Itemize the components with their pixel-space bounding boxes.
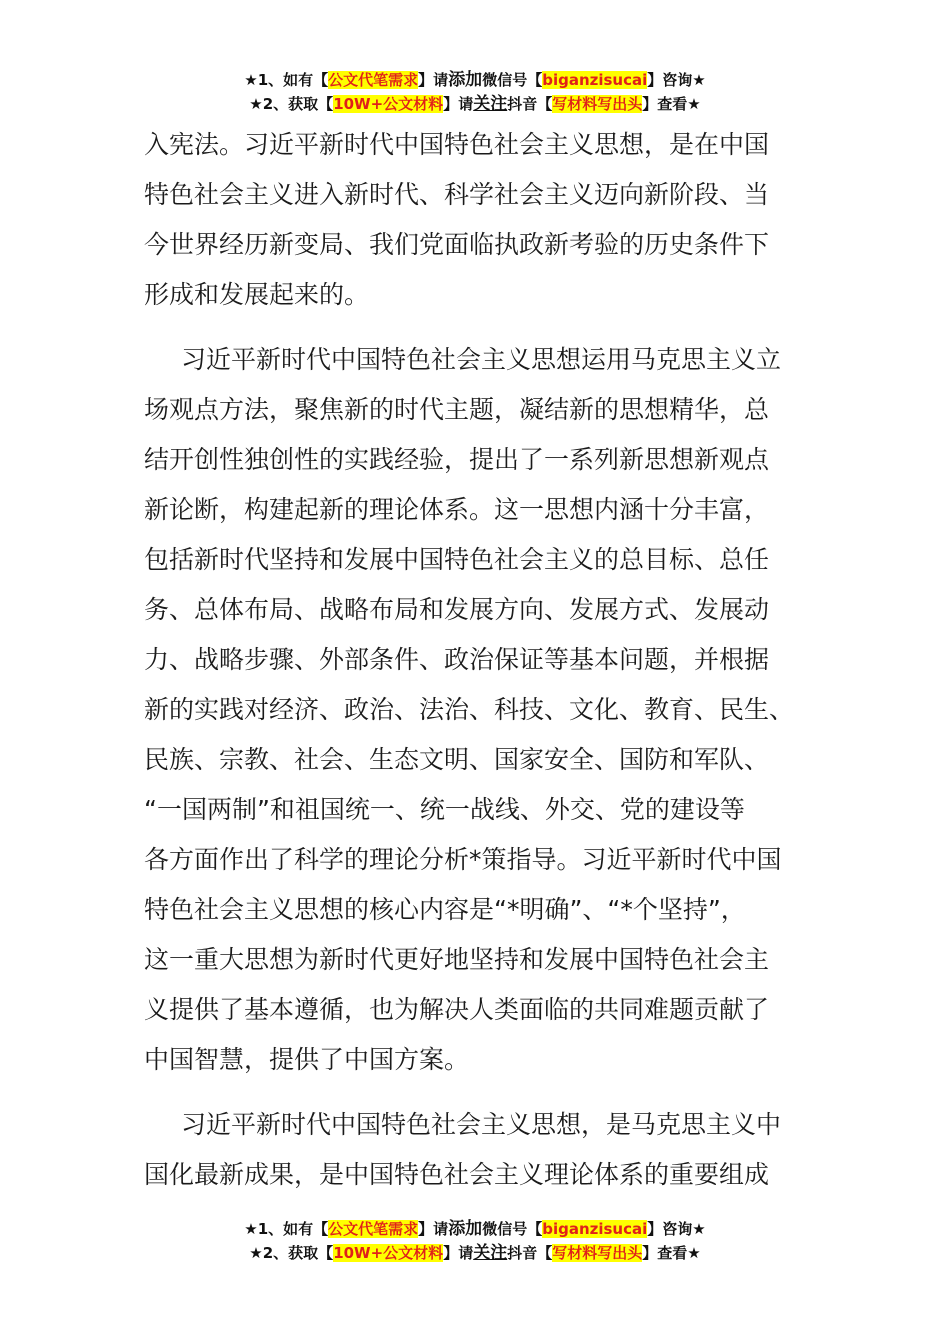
text-line: 新论断，构建起新的理论体系。这一思想内涵十分丰富， [144,495,770,524]
footer-banner [0,1217,950,1265]
banner-wechat-id: biganzisucai [542,1220,648,1238]
header-banner [0,68,950,116]
document-body [144,120,804,1200]
paragraph-2 [144,335,804,1085]
banner-douyin-id: 写材料写出头 [552,95,643,113]
text-line: 国化最新成果，是中国特色社会主义理论体系的重要组成 [144,1160,770,1189]
text-line: 场观点方法，聚焦新的时代主题，凝结新的思想精华，总 [144,395,770,424]
paragraph-1 [144,120,804,320]
banner-line-2: ★2、获取【10W+公文材料】请关注抖音【写材料写出头】查看★ [249,1243,701,1263]
banner-line-1: ★1、如有【公文代笔需求】请添加微信号【biganzisucai】咨询★ [244,1219,706,1239]
text-line: 这一重大思想为新时代更好地坚持和发展中国特色社会主 [144,945,770,974]
banner-line-1: ★1、如有【公文代笔需求】请添加微信号【biganzisucai】咨询★ [244,70,706,90]
text-line: 入宪法。习近平新时代中国特色社会主义思想，是在中国 [144,130,770,159]
text-line: 特色社会主义思想的核心内容是“*明确”、“*个坚持”， [144,895,746,924]
text-line: 结开创性独创性的实践经验，提出了一系列新思想新观点 [144,445,770,474]
text-line: 习近平新时代中国特色社会主义思想，是马克思主义中 [181,1110,782,1139]
text-line: 各方面作出了科学的理论分析*策指导。习近平新时代中国 [144,845,782,874]
text-line: 形成和发展起来的。 [144,280,370,309]
text-line: 中国智慧，提供了中国方案。 [144,1045,470,1074]
banner-highlight: 10W+公文材料 [333,95,444,113]
text-line: 今世界经历新变局、我们党面临执政新考验的历史条件下 [144,230,770,259]
banner-highlight: 公文代笔需求 [328,71,419,89]
banner-douyin-id: 写材料写出头 [552,1244,643,1262]
text-line: 包括新时代坚持和发展中国特色社会主义的总目标、总任 [144,545,770,574]
text-line: 新的实践对经济、政治、法治、科技、文化、教育、民生、 [144,695,795,724]
text-line: 务、总体布局、战略布局和发展方向、发展方式、发展动 [144,595,770,624]
text-line: 力、战略步骤、外部条件、政治保证等基本问题，并根据 [144,645,770,674]
banner-wechat-id: biganzisucai [542,71,648,89]
text-line: 民族、宗教、社会、生态文明、国家安全、国防和军队、 [144,745,770,774]
text-line: 义提供了基本遵循，也为解决人类面临的共同难题贡献了 [144,995,770,1024]
text-line: 习近平新时代中国特色社会主义思想运用马克思主义立 [181,345,782,374]
banner-highlight: 10W+公文材料 [333,1244,444,1262]
banner-highlight: 公文代笔需求 [328,1220,419,1238]
text-line: 特色社会主义进入新时代、科学社会主义迈向新阶段、当 [144,180,770,209]
paragraph-3 [144,1100,804,1200]
text-line: “一国两制”和祖国统一、统一战线、外交、党的建设等 [144,795,745,824]
banner-line-2: ★2、获取【10W+公文材料】请关注抖音【写材料写出头】查看★ [249,94,701,114]
